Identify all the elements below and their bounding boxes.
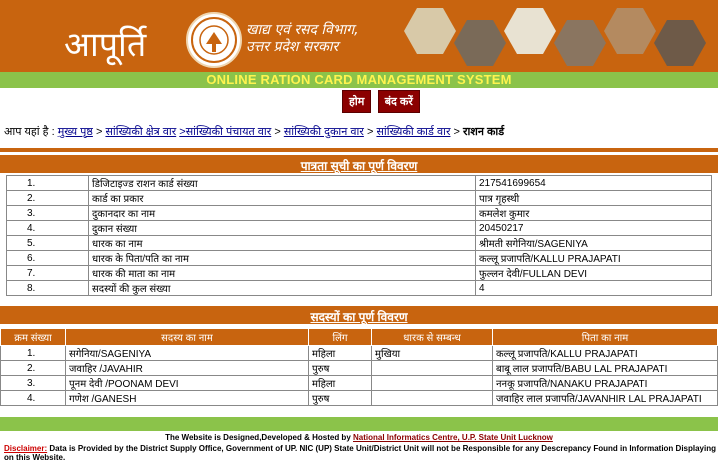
department-line-1: खाद्य एवं रसद विभाग, xyxy=(246,22,359,38)
member-relation: मुखिया xyxy=(372,346,493,361)
member-serial: 4. xyxy=(1,391,66,406)
col-father-name: पिता का नाम xyxy=(493,329,718,346)
eligibility-row-label: डिजिटाइज्ड राशन कार्ड संख्या xyxy=(89,176,476,191)
site-header xyxy=(0,0,718,72)
member-serial: 1. xyxy=(1,346,66,361)
eligibility-row-value: श्रीमती सगेनिया/SAGENIYA xyxy=(476,236,712,251)
eligibility-row-value: कल्लू प्रजापति/KALLU PRAJAPATI xyxy=(476,251,712,266)
member-gender: महिला xyxy=(309,346,372,361)
member-name: सगेनिया/SAGENIYA xyxy=(66,346,309,361)
footer-bar xyxy=(0,417,718,431)
eligibility-row-number: 7. xyxy=(7,266,89,281)
eligibility-row-value: फुल्लन देवी/FULLAN DEVI xyxy=(476,266,712,281)
member-serial: 2. xyxy=(1,361,66,376)
eligibility-row-value: पात्र गृहस्थी xyxy=(476,191,712,206)
member-father-name: ननकू प्रजापति/NANAKU PRAJAPATI xyxy=(493,376,718,391)
people-photo xyxy=(554,20,606,66)
eligibility-row-number: 3. xyxy=(7,206,89,221)
rice-photo xyxy=(504,8,556,54)
members-header-row xyxy=(1,329,718,346)
eligibility-row-number: 5. xyxy=(7,236,89,251)
eligibility-title: पात्रता सूची का पूर्ण विवरण xyxy=(300,159,418,173)
eligibility-row xyxy=(7,266,712,281)
eligibility-row-number: 1. xyxy=(7,176,89,191)
breadcrumb-area-link[interactable]: सांख्यिकी क्षेत्र वार xyxy=(105,126,177,138)
disclaimer-label: Disclaimer: xyxy=(4,444,48,453)
breadcrumb-prefix: आप यहां है : xyxy=(4,126,55,138)
member-name: जवाहिर /JAVAHIR xyxy=(66,361,309,376)
member-row xyxy=(1,361,718,376)
member-father-name: बाबू लाल प्रजापति/BABU LAL PRAJAPATI xyxy=(493,361,718,376)
eligibility-row-number: 8. xyxy=(7,281,89,296)
eligibility-row-value: 217541699654 xyxy=(476,176,712,191)
eligibility-row xyxy=(7,281,712,296)
header-photo-collage xyxy=(400,8,718,68)
member-relation xyxy=(372,391,493,406)
nic-link[interactable]: National Informatics Centre, U.P. State Unit Lucknow xyxy=(353,433,553,442)
disclaimer-text: Data is Provided by the District Supply Office, Government of UP. NIC (UP) State Unit/District Unit will not be Responsible for any Descrepancy Found in Information Displaying on this Website. xyxy=(4,444,716,462)
grain-photo xyxy=(404,8,456,54)
eligibility-row-label: दुकान संख्या xyxy=(89,221,476,236)
eligibility-row-value: 20450217 xyxy=(476,221,712,236)
col-serial: क्रम संख्या xyxy=(1,329,66,346)
member-row xyxy=(1,346,718,361)
eligibility-row xyxy=(7,221,712,236)
members-header xyxy=(0,306,718,324)
footer-credit xyxy=(0,433,718,442)
members-table xyxy=(0,328,718,406)
eligibility-row-number: 4. xyxy=(7,221,89,236)
footer-designed-text: The Website is Designed,Developed & Hosted by xyxy=(165,433,351,442)
member-relation xyxy=(372,361,493,376)
eligibility-row-label: कार्ड का प्रकार xyxy=(89,191,476,206)
eligibility-table xyxy=(6,175,712,296)
eligibility-row xyxy=(7,176,712,191)
eligibility-row-label: धारक की माता का नाम xyxy=(89,266,476,281)
department-line-2: उत्तर प्रदेश सरकार xyxy=(246,39,339,55)
home-button[interactable]: होम xyxy=(342,90,371,113)
eligibility-row xyxy=(7,251,712,266)
breadcrumb: आप यहां है : मुख्य पृष्ठ > सांख्यिकी क्षेत्र वार >सांख्यिकी पंचायत वार > सांख्यिकी दुकान वार > सांख्यिकी कार्ड वार > राशन कार्ड xyxy=(4,126,505,138)
department-name xyxy=(246,22,359,56)
close-button[interactable]: बंद करें xyxy=(378,90,420,113)
system-title-bar xyxy=(0,72,718,88)
eligibility-row-label: दुकानदार का नाम xyxy=(89,206,476,221)
col-gender: लिंग xyxy=(309,329,372,346)
breadcrumb-current: राशन कार्ड xyxy=(463,126,505,138)
eligibility-row xyxy=(7,191,712,206)
member-relation xyxy=(372,376,493,391)
members-title: सदस्यों का पूर्ण विवरण xyxy=(310,310,408,324)
eligibility-row-value: कमलेश कुमार xyxy=(476,206,712,221)
eligibility-row-number: 6. xyxy=(7,251,89,266)
disclaimer xyxy=(4,444,716,462)
col-member-name: सदस्य का नाम xyxy=(66,329,309,346)
hands-photo xyxy=(604,8,656,54)
eligibility-row xyxy=(7,206,712,221)
eligibility-row-value: 4 xyxy=(476,281,712,296)
member-serial: 3. xyxy=(1,376,66,391)
member-father-name: कल्लू प्रजापति/KALLU PRAJAPATI xyxy=(493,346,718,361)
member-father-name: जवाहिर लाल प्रजापति/JAVANHIR LAL PRAJAPATI xyxy=(493,391,718,406)
breadcrumb-panchayat-link[interactable]: >सांख्यिकी पंचायत वार xyxy=(179,126,272,138)
system-title: ONLINE RATION CARD MANAGEMENT SYSTEM xyxy=(206,72,512,87)
member-row xyxy=(1,376,718,391)
breadcrumb-home-link[interactable]: मुख्य पृष्ठ xyxy=(57,126,93,138)
market-photo xyxy=(454,20,506,66)
eligibility-header xyxy=(0,155,718,173)
section-divider xyxy=(0,148,718,152)
eligibility-row-label: धारक का नाम xyxy=(89,236,476,251)
member-gender: पुरुष xyxy=(309,391,372,406)
member-row xyxy=(1,391,718,406)
eligibility-row xyxy=(7,236,712,251)
member-gender: पुरुष xyxy=(309,361,372,376)
eligibility-row-label: धारक के पिता/पति का नाम xyxy=(89,251,476,266)
eligibility-row-number: 2. xyxy=(7,191,89,206)
eligibility-row-label: सदस्यों की कुल संख्या xyxy=(89,281,476,296)
breadcrumb-shop-link[interactable]: सांख्यिकी दुकान वार xyxy=(283,126,364,138)
breadcrumb-card-link[interactable]: सांख्यिकी कार्ड वार xyxy=(376,126,451,138)
nav-buttons xyxy=(342,90,422,113)
member-name: पूनम देवी /POONAM DEVI xyxy=(66,376,309,391)
up-emblem-logo xyxy=(186,12,242,68)
grains-bowl-photo xyxy=(654,20,706,66)
col-relation: धारक से सम्बन्ध xyxy=(372,329,493,346)
brand-title: आपूर्ति xyxy=(64,25,147,65)
member-gender: महिला xyxy=(309,376,372,391)
member-name: गणेश /GANESH xyxy=(66,391,309,406)
